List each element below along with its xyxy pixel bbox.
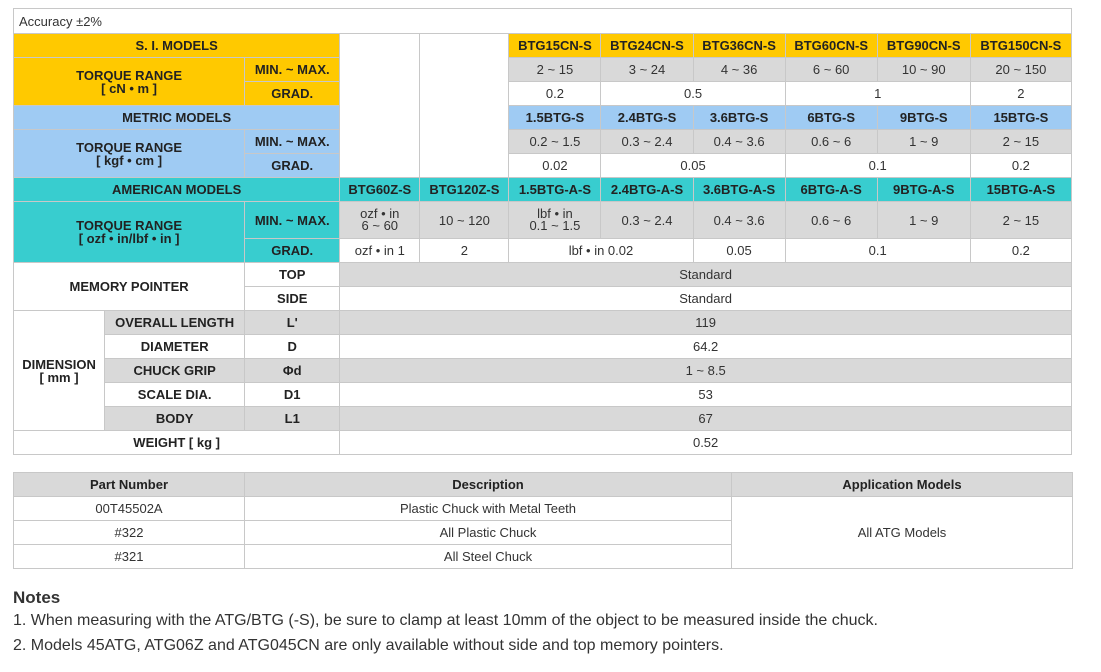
american-grad: 0.1 (785, 239, 970, 263)
note-item: 2. Models 45ATG, ATG06Z and ATG045CN are only available without side and top memory pointers. (13, 637, 724, 654)
metric-model: 9BTG-S (877, 106, 970, 130)
metric-grad: 0.2 (970, 154, 1071, 178)
parts-table (13, 472, 1073, 569)
memory-side-label: SIDE (245, 287, 340, 311)
american-grad: 0.2 (970, 239, 1071, 263)
dimension-symbol: D1 (245, 383, 340, 407)
dimension-value: 119 (340, 311, 1072, 335)
dimension-name: BODY (105, 407, 245, 431)
memory-side-value: Standard (340, 287, 1072, 311)
si-grad: 2 (970, 82, 1071, 106)
memory-top-value: Standard (340, 263, 1072, 287)
dimension-symbol: L' (245, 311, 340, 335)
dimension-name: OVERALL LENGTH (105, 311, 245, 335)
parts-header-description: Description (245, 473, 732, 497)
american-model: BTG120Z-S (420, 178, 509, 202)
american-model: 1.5BTG-A-S (509, 178, 601, 202)
metric-model: 15BTG-S (970, 106, 1071, 130)
metric-model: 3.6BTG-S (693, 106, 785, 130)
parts-header-part-number: Part Number (14, 473, 245, 497)
part-description: All Steel Chuck (245, 545, 732, 569)
metric-grad-label: GRAD. (245, 154, 340, 178)
si-grad: 1 (785, 82, 970, 106)
metric-models-label: METRIC MODELS (14, 106, 340, 130)
metric-minmax: 0.4 ~ 3.6 (693, 130, 785, 154)
si-minmax: 6 ~ 60 (785, 58, 877, 82)
memory-pointer-label: MEMORY POINTER (14, 263, 245, 311)
metric-grad: 0.02 (509, 154, 601, 178)
spec-table (13, 8, 1072, 455)
metric-grad: 0.05 (601, 154, 785, 178)
si-minmax: 10 ~ 90 (877, 58, 970, 82)
metric-model: 6BTG-S (785, 106, 877, 130)
american-torque-label (14, 202, 245, 263)
weight-value: 0.52 (340, 431, 1072, 455)
american-grad-label: GRAD. (245, 239, 340, 263)
si-model: BTG24CN-S (601, 34, 693, 58)
american-minmax-value: 0.1 ~ 1.5 (529, 218, 581, 233)
metric-model: 2.4BTG-S (601, 106, 693, 130)
american-torque-label-line2: [ ozf • in/lbf • in ] (78, 231, 180, 246)
american-minmax: 0.4 ~ 3.6 (693, 202, 785, 239)
dimension-symbol: Φd (245, 359, 340, 383)
dimension-label-line1: DIMENSION (22, 356, 96, 372)
dimension-name: CHUCK GRIP (105, 359, 245, 383)
dimension-value: 1 ~ 8.5 (340, 359, 1072, 383)
american-minmax: 10 ~ 120 (420, 202, 509, 239)
dimension-value: 64.2 (340, 335, 1072, 359)
si-torque-label (14, 58, 245, 106)
american-model: 15BTG-A-S (970, 178, 1071, 202)
american-minmax: 2 ~ 15 (970, 202, 1071, 239)
american-minmax-unit: lbf • in (537, 206, 573, 221)
dimension-symbol: L1 (245, 407, 340, 431)
si-model: BTG60CN-S (785, 34, 877, 58)
metric-minmax: 0.3 ~ 2.4 (601, 130, 693, 154)
american-minmax (509, 202, 601, 239)
accuracy-note: Accuracy ±2% (14, 9, 1072, 34)
part-number: #322 (14, 521, 245, 545)
si-torque-label-line1: TORQUE RANGE (76, 67, 183, 83)
si-grad: 0.2 (509, 82, 601, 106)
memory-top-label: TOP (245, 263, 340, 287)
american-grad: ozf • in 1 (340, 239, 420, 263)
metric-torque-label-line1: TORQUE RANGE (76, 139, 183, 155)
american-model: 9BTG-A-S (877, 178, 970, 202)
parts-header-application: Application Models (732, 473, 1073, 497)
si-grad: 0.5 (601, 82, 785, 106)
dimension-value: 67 (340, 407, 1072, 431)
si-models-label: S. I. MODELS (14, 34, 340, 58)
dimension-name: SCALE DIA. (105, 383, 245, 407)
american-minmax-unit: ozf • in (360, 206, 400, 221)
si-model: BTG36CN-S (693, 34, 785, 58)
metric-torque-label (14, 130, 245, 178)
american-minmax-value: 6 ~ 60 (361, 218, 399, 233)
dimension-label (14, 311, 105, 431)
american-grad: 2 (420, 239, 509, 263)
si-model: BTG15CN-S (509, 34, 601, 58)
american-minmax (340, 202, 420, 239)
notes-title: Notes (13, 588, 61, 607)
note-item: 1. When measuring with the ATG/BTG (-S), be sure to clamp at least 10mm of the object to be measured inside the chuck. (13, 612, 878, 629)
american-minmax: 0.3 ~ 2.4 (601, 202, 693, 239)
dimension-value: 53 (340, 383, 1072, 407)
american-torque-label-line1: TORQUE RANGE (76, 218, 183, 233)
si-model: BTG150CN-S (970, 34, 1071, 58)
metric-model: 1.5BTG-S (509, 106, 601, 130)
metric-minmax: 0.2 ~ 1.5 (509, 130, 601, 154)
blank-cell (420, 34, 509, 178)
american-model: 6BTG-A-S (785, 178, 877, 202)
american-model: 3.6BTG-A-S (693, 178, 785, 202)
american-model: BTG60Z-S (340, 178, 420, 202)
blank-cell (340, 34, 420, 178)
si-grad-label: GRAD. (245, 82, 340, 106)
part-number: #321 (14, 545, 245, 569)
metric-minmax-label: MIN. ~ MAX. (245, 130, 340, 154)
si-torque-label-line2: [ cN • m ] (101, 80, 158, 96)
metric-minmax: 0.6 ~ 6 (785, 130, 877, 154)
american-minmax-label: MIN. ~ MAX. (245, 202, 340, 239)
notes-section (13, 587, 1093, 658)
american-minmax: 1 ~ 9 (877, 202, 970, 239)
american-minmax: 0.6 ~ 6 (785, 202, 877, 239)
metric-grad: 0.1 (785, 154, 970, 178)
si-minmax: 4 ~ 36 (693, 58, 785, 82)
american-grad: lbf • in 0.02 (509, 239, 693, 263)
weight-label: WEIGHT [ kg ] (14, 431, 340, 455)
si-minmax: 20 ~ 150 (970, 58, 1071, 82)
american-grad: 0.05 (693, 239, 785, 263)
application-models: All ATG Models (732, 497, 1073, 569)
si-minmax-label: MIN. ~ MAX. (245, 58, 340, 82)
part-number: 00T45502A (14, 497, 245, 521)
part-description: All Plastic Chuck (245, 521, 732, 545)
dimension-label-line2: [ mm ] (39, 369, 79, 385)
metric-minmax: 1 ~ 9 (877, 130, 970, 154)
dimension-symbol: D (245, 335, 340, 359)
metric-minmax: 2 ~ 15 (970, 130, 1071, 154)
si-minmax: 2 ~ 15 (509, 58, 601, 82)
american-model: 2.4BTG-A-S (601, 178, 693, 202)
si-model: BTG90CN-S (877, 34, 970, 58)
table-row (14, 497, 1073, 521)
metric-torque-label-line2: [ kgf • cm ] (96, 152, 163, 168)
american-models-label: AMERICAN MODELS (14, 178, 340, 202)
si-minmax: 3 ~ 24 (601, 58, 693, 82)
dimension-name: DIAMETER (105, 335, 245, 359)
part-description: Plastic Chuck with Metal Teeth (245, 497, 732, 521)
